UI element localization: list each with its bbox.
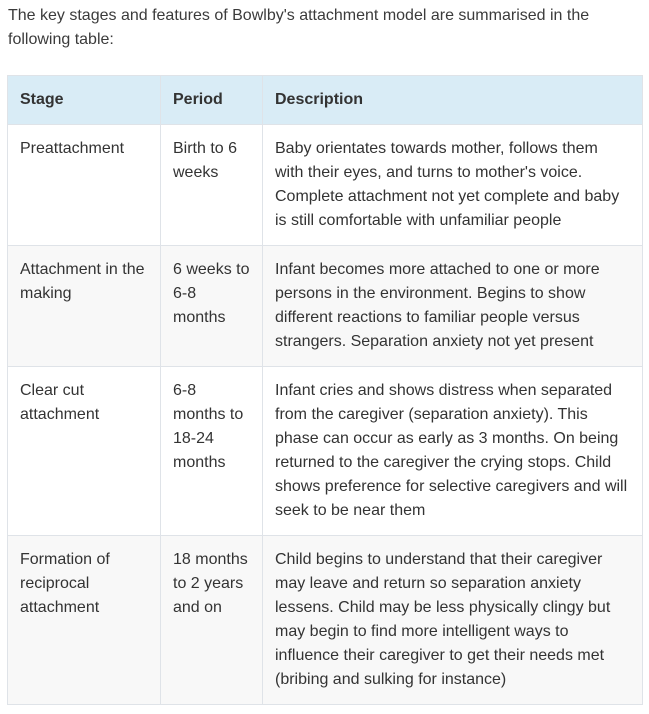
description-cell: Infant cries and shows distress when separated from the caregiver (separation anxiety). This phase can occur as early as 3 months. On being returned to the caregiver the crying stops. Child shows preference for selective caregivers and will seek to be near them bbox=[263, 367, 643, 536]
table-row bbox=[8, 125, 643, 246]
stage-cell: Clear cut attachment bbox=[8, 367, 161, 536]
period-cell: 6 weeks to 6-8 months bbox=[161, 246, 263, 367]
period-cell: 18 months to 2 years and on bbox=[161, 536, 263, 705]
header-row bbox=[8, 76, 643, 125]
table-body bbox=[8, 125, 643, 705]
stage-cell: Formation of reciprocal attachment bbox=[8, 536, 161, 705]
header-period: Period bbox=[161, 76, 263, 125]
description-cell: Child begins to understand that their caregiver may leave and return so separation anxiety lessens. Child may be less physically clingy but may begin to find more intelligent ways to influence their caregiver to get their needs met (bribing and sulking for instance) bbox=[263, 536, 643, 705]
table-row bbox=[8, 536, 643, 705]
header-description: Description bbox=[263, 76, 643, 125]
table-row bbox=[8, 367, 643, 536]
table-row bbox=[8, 246, 643, 367]
header-stage: Stage bbox=[8, 76, 161, 125]
intro-paragraph: The key stages and features of Bowlby's attachment model are summarised in the following table: bbox=[8, 7, 590, 48]
period-cell: 6-8 months to 18-24 months bbox=[161, 367, 263, 536]
attachment-stages-table bbox=[7, 75, 643, 705]
stage-cell: Preattachment bbox=[8, 125, 161, 246]
description-cell: Baby orientates towards mother, follows them with their eyes, and turns to mother's voice. Complete attachment not yet complete and baby is still comfortable with unfamiliar people bbox=[263, 125, 643, 246]
period-cell: Birth to 6 weeks bbox=[161, 125, 263, 246]
table-header bbox=[8, 76, 643, 125]
description-cell: Infant becomes more attached to one or more persons in the environment. Begins to show different reactions to familiar people versus strangers. Separation anxiety not yet present bbox=[263, 246, 643, 367]
stage-cell: Attachment in the making bbox=[8, 246, 161, 367]
